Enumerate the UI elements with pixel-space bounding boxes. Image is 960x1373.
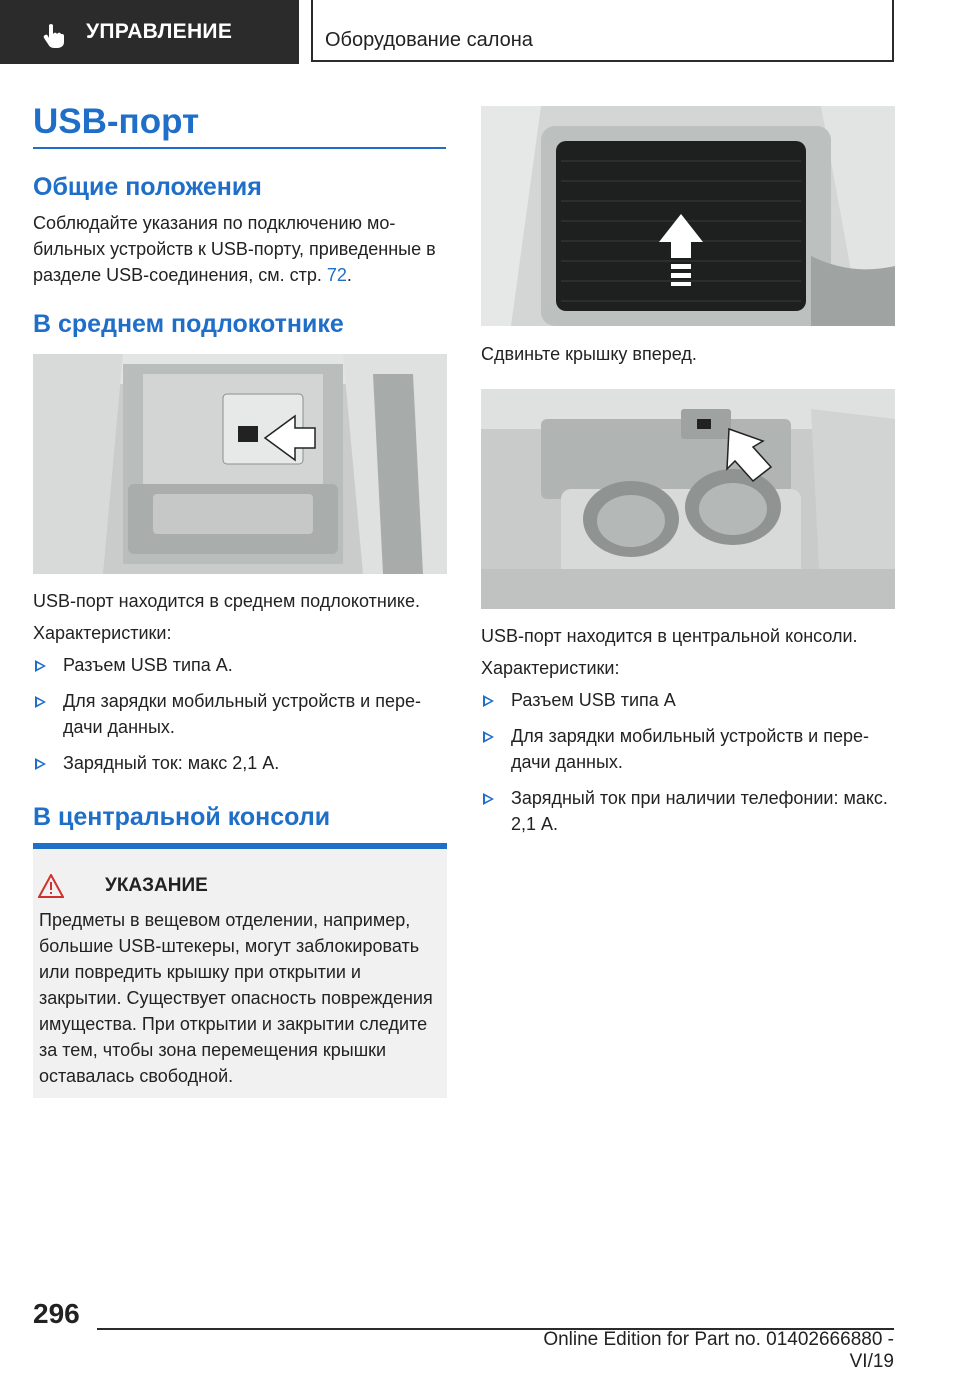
armrest-features-list	[33, 652, 447, 786]
warning-note	[33, 843, 447, 1098]
bullet-triangle-icon	[483, 731, 494, 743]
list-item: Для зарядки мобильный устройств и передачи данных.	[33, 688, 447, 740]
warning-triangle-icon	[38, 874, 64, 898]
heading-general: Общие положения	[33, 173, 262, 201]
bullet-triangle-icon	[483, 793, 494, 805]
note-heading: УКАЗАНИЕ	[105, 875, 208, 896]
list-item: Зарядный ток: макс 2,1 А.	[33, 750, 447, 776]
bullet-triangle-icon	[35, 758, 46, 770]
bullet-triangle-icon	[483, 695, 494, 707]
console-cover-photo	[481, 106, 895, 326]
general-paragraph	[33, 210, 449, 288]
header-chapter-label: Оборудование салона	[325, 29, 533, 51]
note-text: Предметы в вещевом отделении, например, большие USB-штекеры, могут заблокировать или повредить крышку при открытии и закрытии. Существует опасность повреждения имущества. При открытии и закрытии следите за тем, чтобы зона перемещения крышки оставалась свободной.	[39, 910, 433, 1086]
console-usb-photo	[481, 389, 895, 609]
header-section-label: УПРАВЛЕНИЕ	[86, 20, 233, 43]
page-reference-link[interactable]: 72	[326, 265, 347, 285]
general-text: Соблюдайте указания по подключению мобильных устройств к USB-порту, приведенные в разделе USB-соединения, см. стр.	[33, 213, 436, 285]
bullet-triangle-icon	[35, 660, 46, 672]
list-item: Разъем USB типа А	[481, 687, 895, 713]
console-features-list	[481, 687, 895, 847]
list-item: Для зарядки мобильный устройств и передачи данных.	[481, 723, 895, 775]
console-features-label: Характеристики:	[481, 658, 620, 678]
slide-caption: Сдвиньте крышку вперед.	[481, 344, 697, 364]
armrest-caption: USB-порт находится в среднем подлокотнике.	[33, 591, 420, 611]
heading-console: В центральной консоли	[33, 803, 331, 831]
list-item: Зарядный ток при наличии телефонии: макс. 2,1 А.	[481, 785, 895, 837]
header-chapter-box	[311, 0, 894, 62]
page-title: USB-порт	[33, 102, 200, 141]
footer-edition: Online Edition for Part no. 01402666880 - VI/19	[543, 1329, 894, 1372]
armrest-usb-photo	[33, 354, 447, 574]
heading-armrest: В среднем подлокотнике	[33, 310, 344, 338]
page-number: 296	[33, 1298, 80, 1329]
armrest-features-label: Характеристики:	[33, 623, 172, 643]
bullet-triangle-icon	[35, 696, 46, 708]
hand-pointer-icon	[40, 22, 68, 50]
header-section-tab	[0, 0, 299, 64]
console-caption: USB-порт находится в центральной консоли.	[481, 626, 858, 646]
general-text-end: .	[346, 265, 352, 285]
list-item: Разъем USB типа А.	[33, 652, 447, 678]
title-divider	[33, 147, 446, 149]
